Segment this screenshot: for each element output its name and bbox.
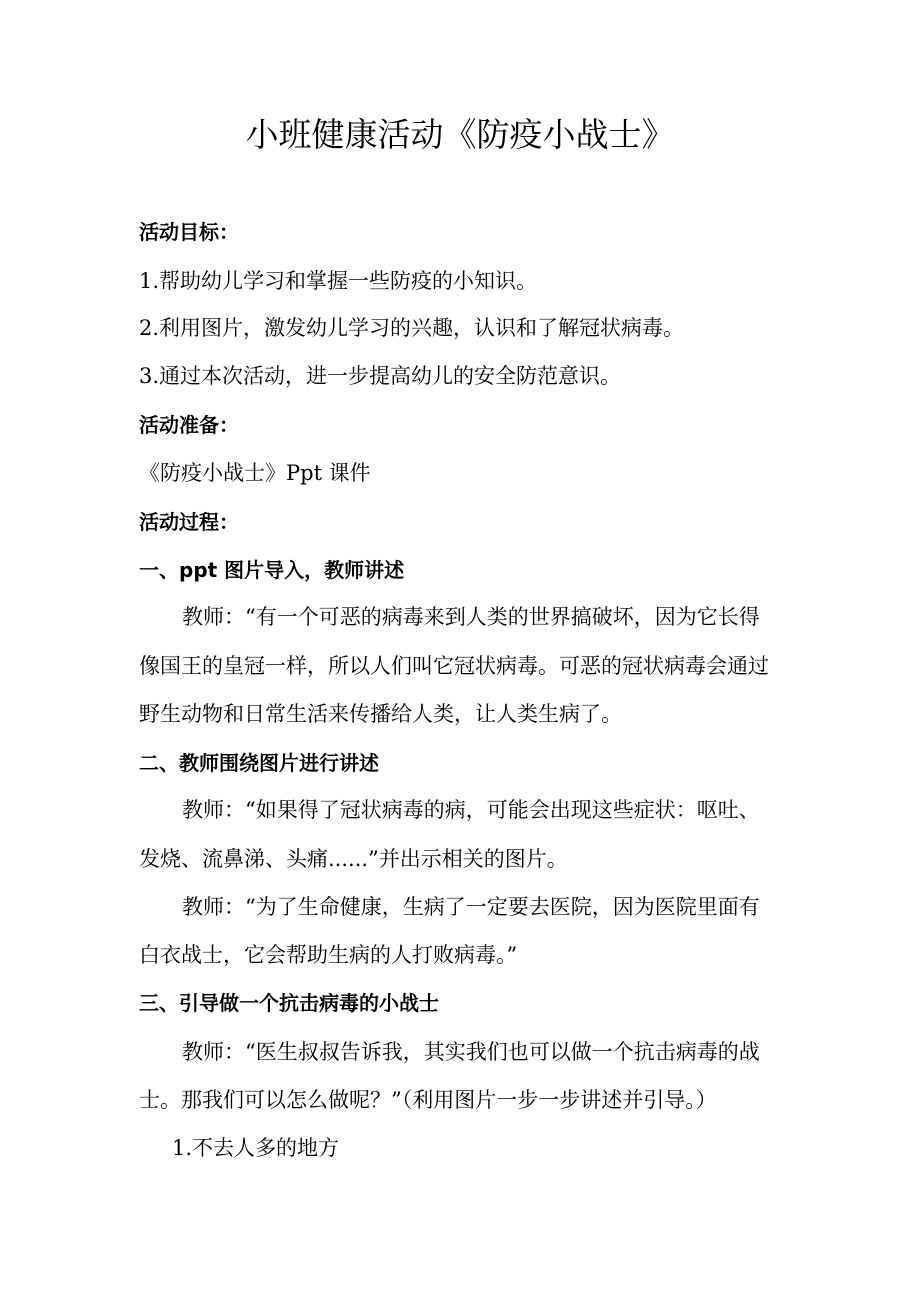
process-heading: 活动过程：	[139, 510, 239, 534]
section3-line-1: 教师：“医生叔叔告诉我，其实我们也可以做一个抗击病毒的战	[182, 1040, 760, 1064]
prep-heading: 活动准备：	[139, 413, 239, 437]
section3-heading: 三、引导做一个抗击病毒的小战士	[139, 991, 439, 1015]
section2-p1-line-1: 教师：“如果得了冠状病毒的病，可能会出现这些症状：呕吐、	[182, 798, 760, 822]
prep-text: 《防疫小战士》Ppt 课件	[139, 461, 371, 485]
document-title: 小班健康活动《防疫小战士》	[245, 115, 675, 154]
section1-line-2: 像国王的皇冠一样，所以人们叫它冠状病毒。可恶的冠状病毒会通过	[139, 654, 769, 678]
section2-heading: 二、教师围绕图片进行讲述	[139, 751, 379, 775]
goal-item-1: 1.帮助幼儿学习和掌握一些防疫的小知识。	[139, 269, 538, 293]
section2-p2-line-2: 白衣战士，它会帮助生病的人打败病毒。”	[139, 943, 518, 967]
section1-line-1: 教师：“有一个可恶的病毒来到人类的世界搞破坏，因为它长得	[182, 605, 760, 629]
goals-heading: 活动目标：	[139, 220, 239, 244]
section1-line-3: 野生动物和日常生活来传播给人类，让人类生病了。	[139, 702, 622, 726]
section2-p1-line-2: 发烧、流鼻涕、头痛......”并出示相关的图片。	[139, 847, 568, 871]
section3-item-1: 1.不去人多的地方	[172, 1136, 340, 1160]
goal-item-2: 2.利用图片，激发幼儿学习的兴趣，认识和了解冠状病毒。	[139, 316, 685, 340]
goal-item-3: 3.通过本次活动，进一步提高幼儿的安全防范意识。	[139, 364, 622, 388]
section1-heading: 一、ppt 图片导入，教师讲述	[139, 558, 405, 582]
section2-p2-line-1: 教师：“为了生命健康，生病了一定要去医院，因为医院里面有	[182, 895, 760, 919]
section3-line-2: 士。那我们可以怎么做呢？”（利用图片一步一步讲述并引导。）	[139, 1088, 717, 1112]
